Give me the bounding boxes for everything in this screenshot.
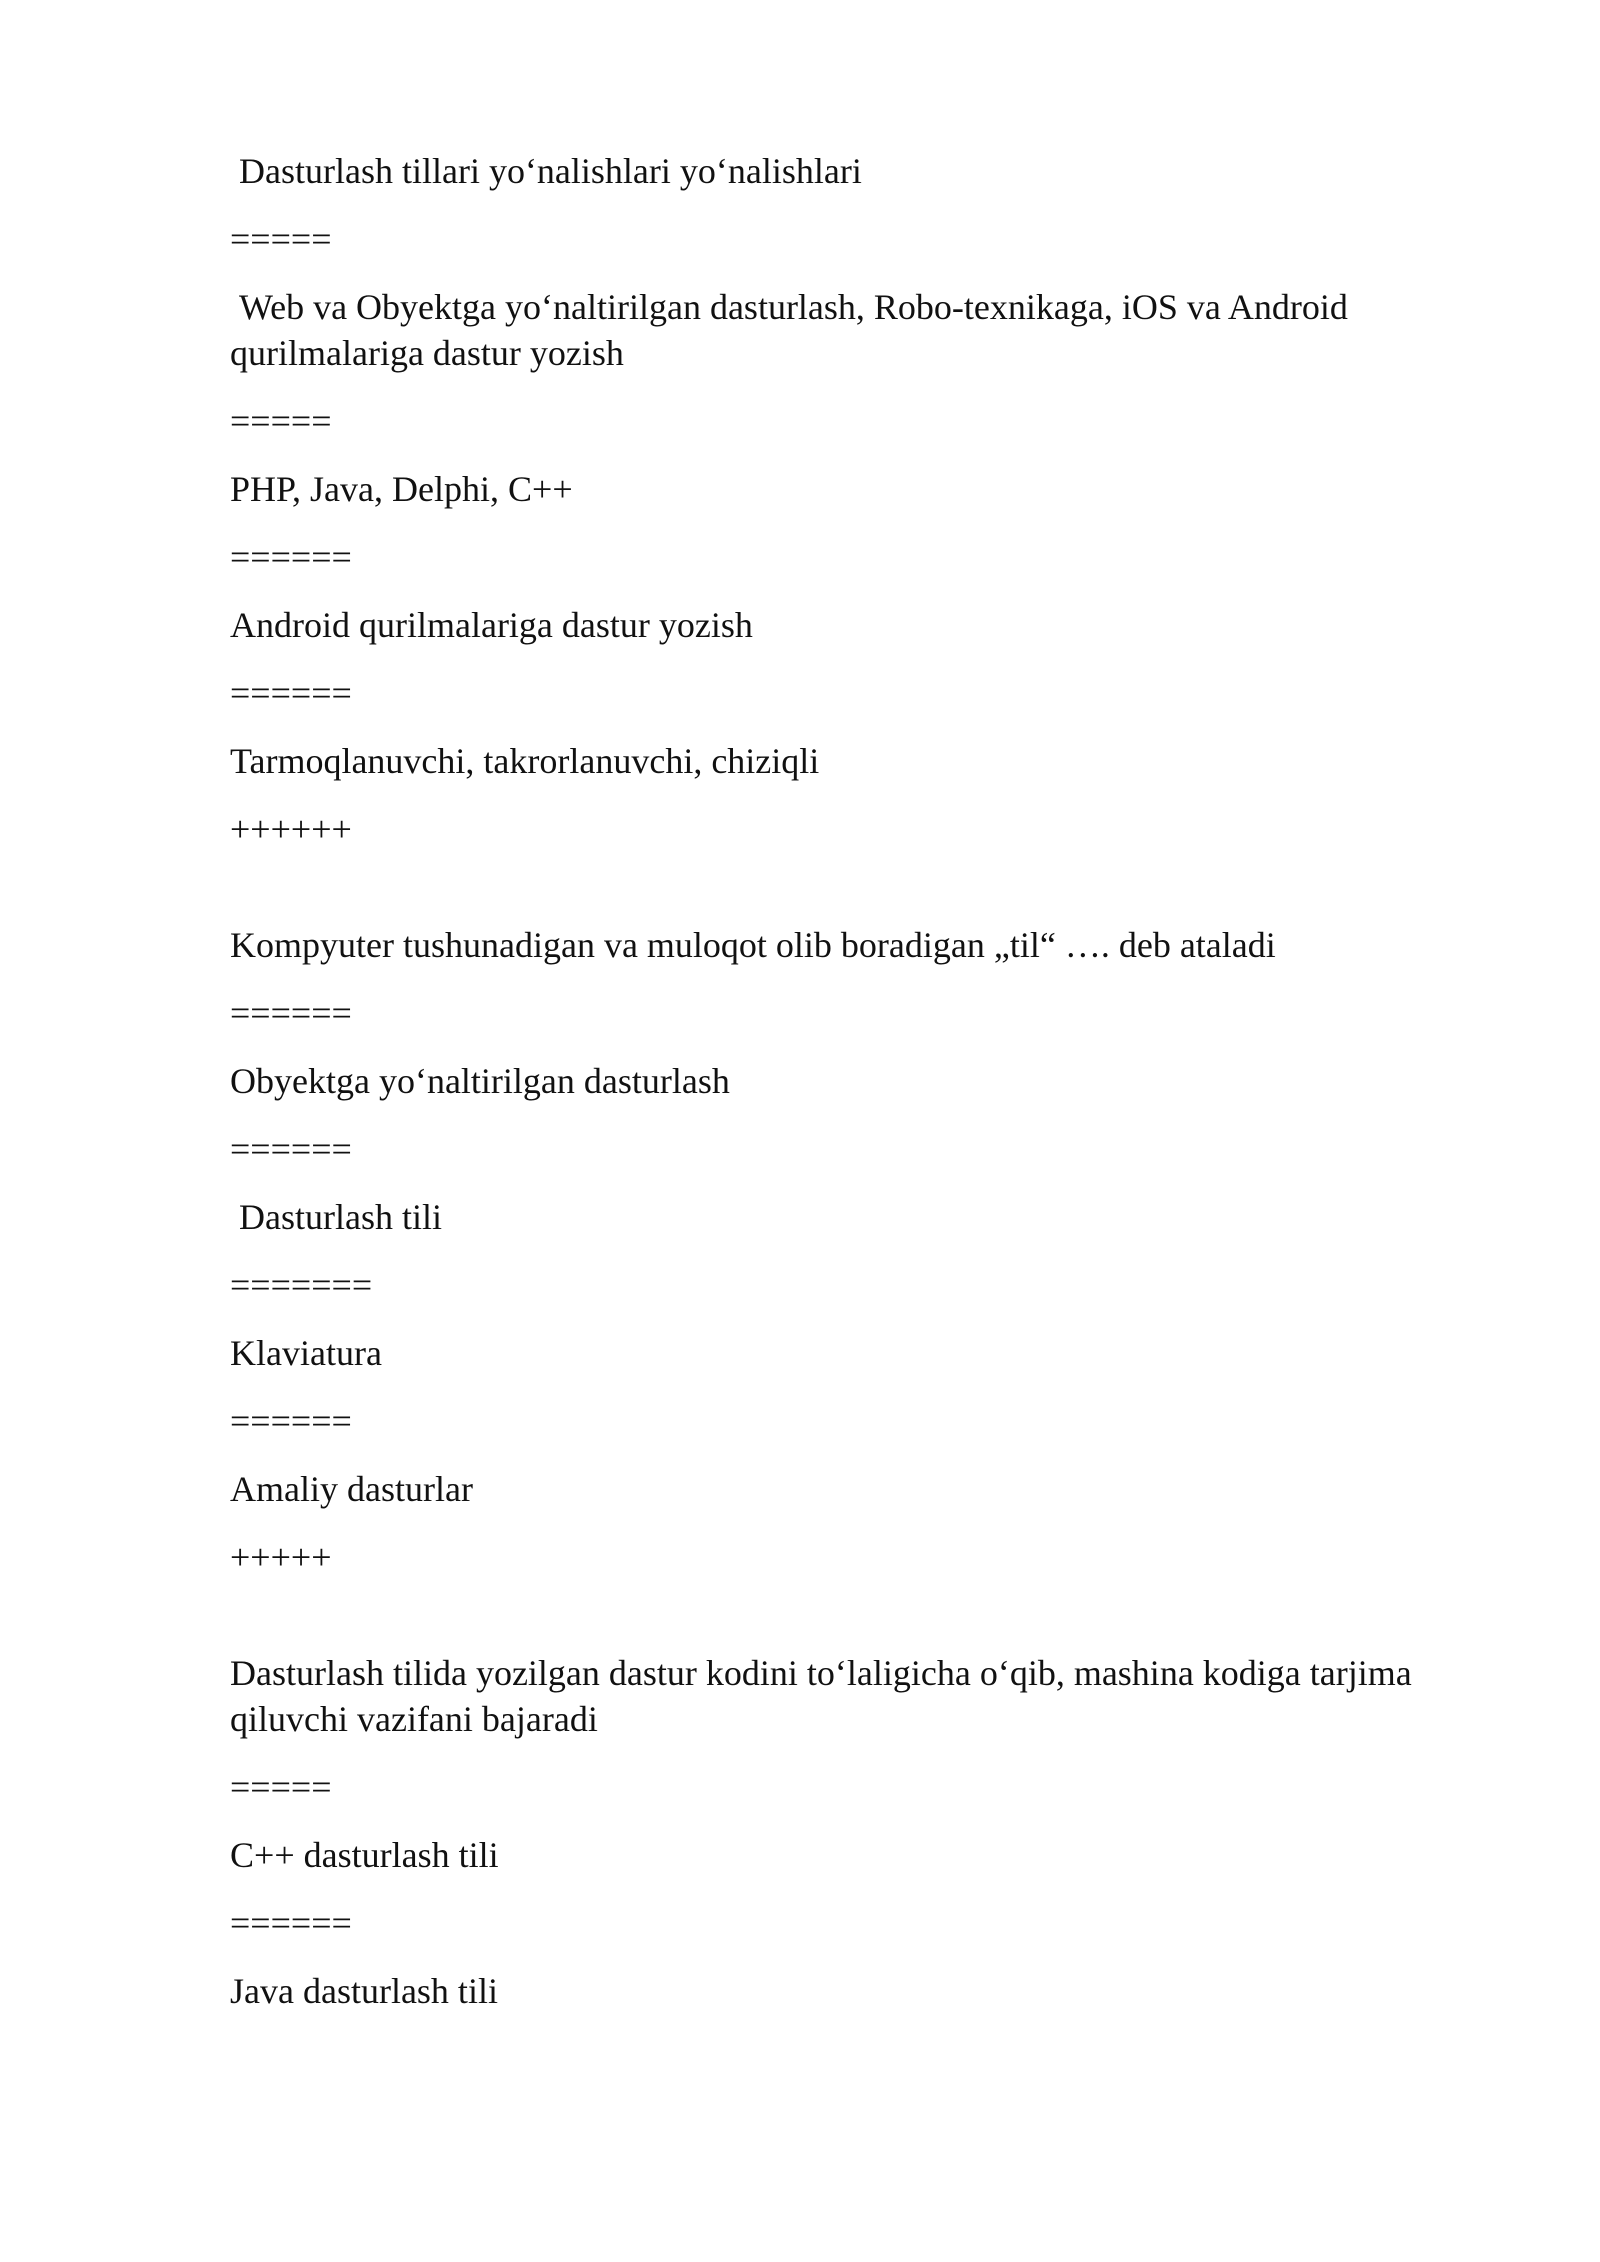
separator: ===== (230, 1767, 332, 1807)
answer-option: PHP, Java, Delphi, C++ (230, 469, 573, 509)
question-text: Dasturlash tilida yozilgan dastur kodini to‘laligicha o‘qib, mashina kodiga tarjima qiluvchi vazifani bajaradi (230, 1653, 1421, 1739)
question-text: Dasturlash tillari yo‘nalishlari yo‘nalishlari (230, 151, 862, 191)
separator: ===== (230, 401, 332, 441)
separator: ====== (230, 1401, 352, 1441)
answer-option: Java dasturlash tili (230, 1971, 498, 2011)
separator: ====== (230, 1129, 352, 1169)
block-end-marker: +++++ (230, 1537, 332, 1577)
question-block (230, 1650, 1500, 2014)
block-spacer (230, 874, 1500, 922)
separator: ====== (230, 1903, 352, 1943)
block-end-marker: ++++++ (230, 809, 352, 849)
document-content (230, 148, 1500, 2036)
question-text: Kompyuter tushunadigan va muloqot olib boradigan „til“ …. deb ataladi (230, 925, 1276, 965)
answer-option: Tarmoqlanuvchi, takrorlanuvchi, chiziqli (230, 741, 820, 781)
question-block (230, 922, 1500, 1580)
separator: ===== (230, 219, 332, 259)
block-spacer (230, 1602, 1500, 1650)
separator: ====== (230, 993, 352, 1033)
separator: ======= (230, 1265, 373, 1305)
question-block (230, 148, 1500, 852)
separator: ====== (230, 673, 352, 713)
answer-option: Android qurilmalariga dastur yozish (230, 605, 753, 645)
answer-option: Klaviatura (230, 1333, 382, 1373)
answer-option: Dasturlash tili (230, 1197, 442, 1237)
answer-option: Web va Obyektga yo‘naltirilgan dasturlash, Robo-texnikaga, iOS va Android qurilmalariga dastur yozish (230, 287, 1357, 373)
separator: ====== (230, 537, 352, 577)
answer-option: Amaliy dasturlar (230, 1469, 473, 1509)
answer-option: Obyektga yo‘naltirilgan dasturlash (230, 1061, 730, 1101)
answer-option: C++ dasturlash tili (230, 1835, 499, 1875)
